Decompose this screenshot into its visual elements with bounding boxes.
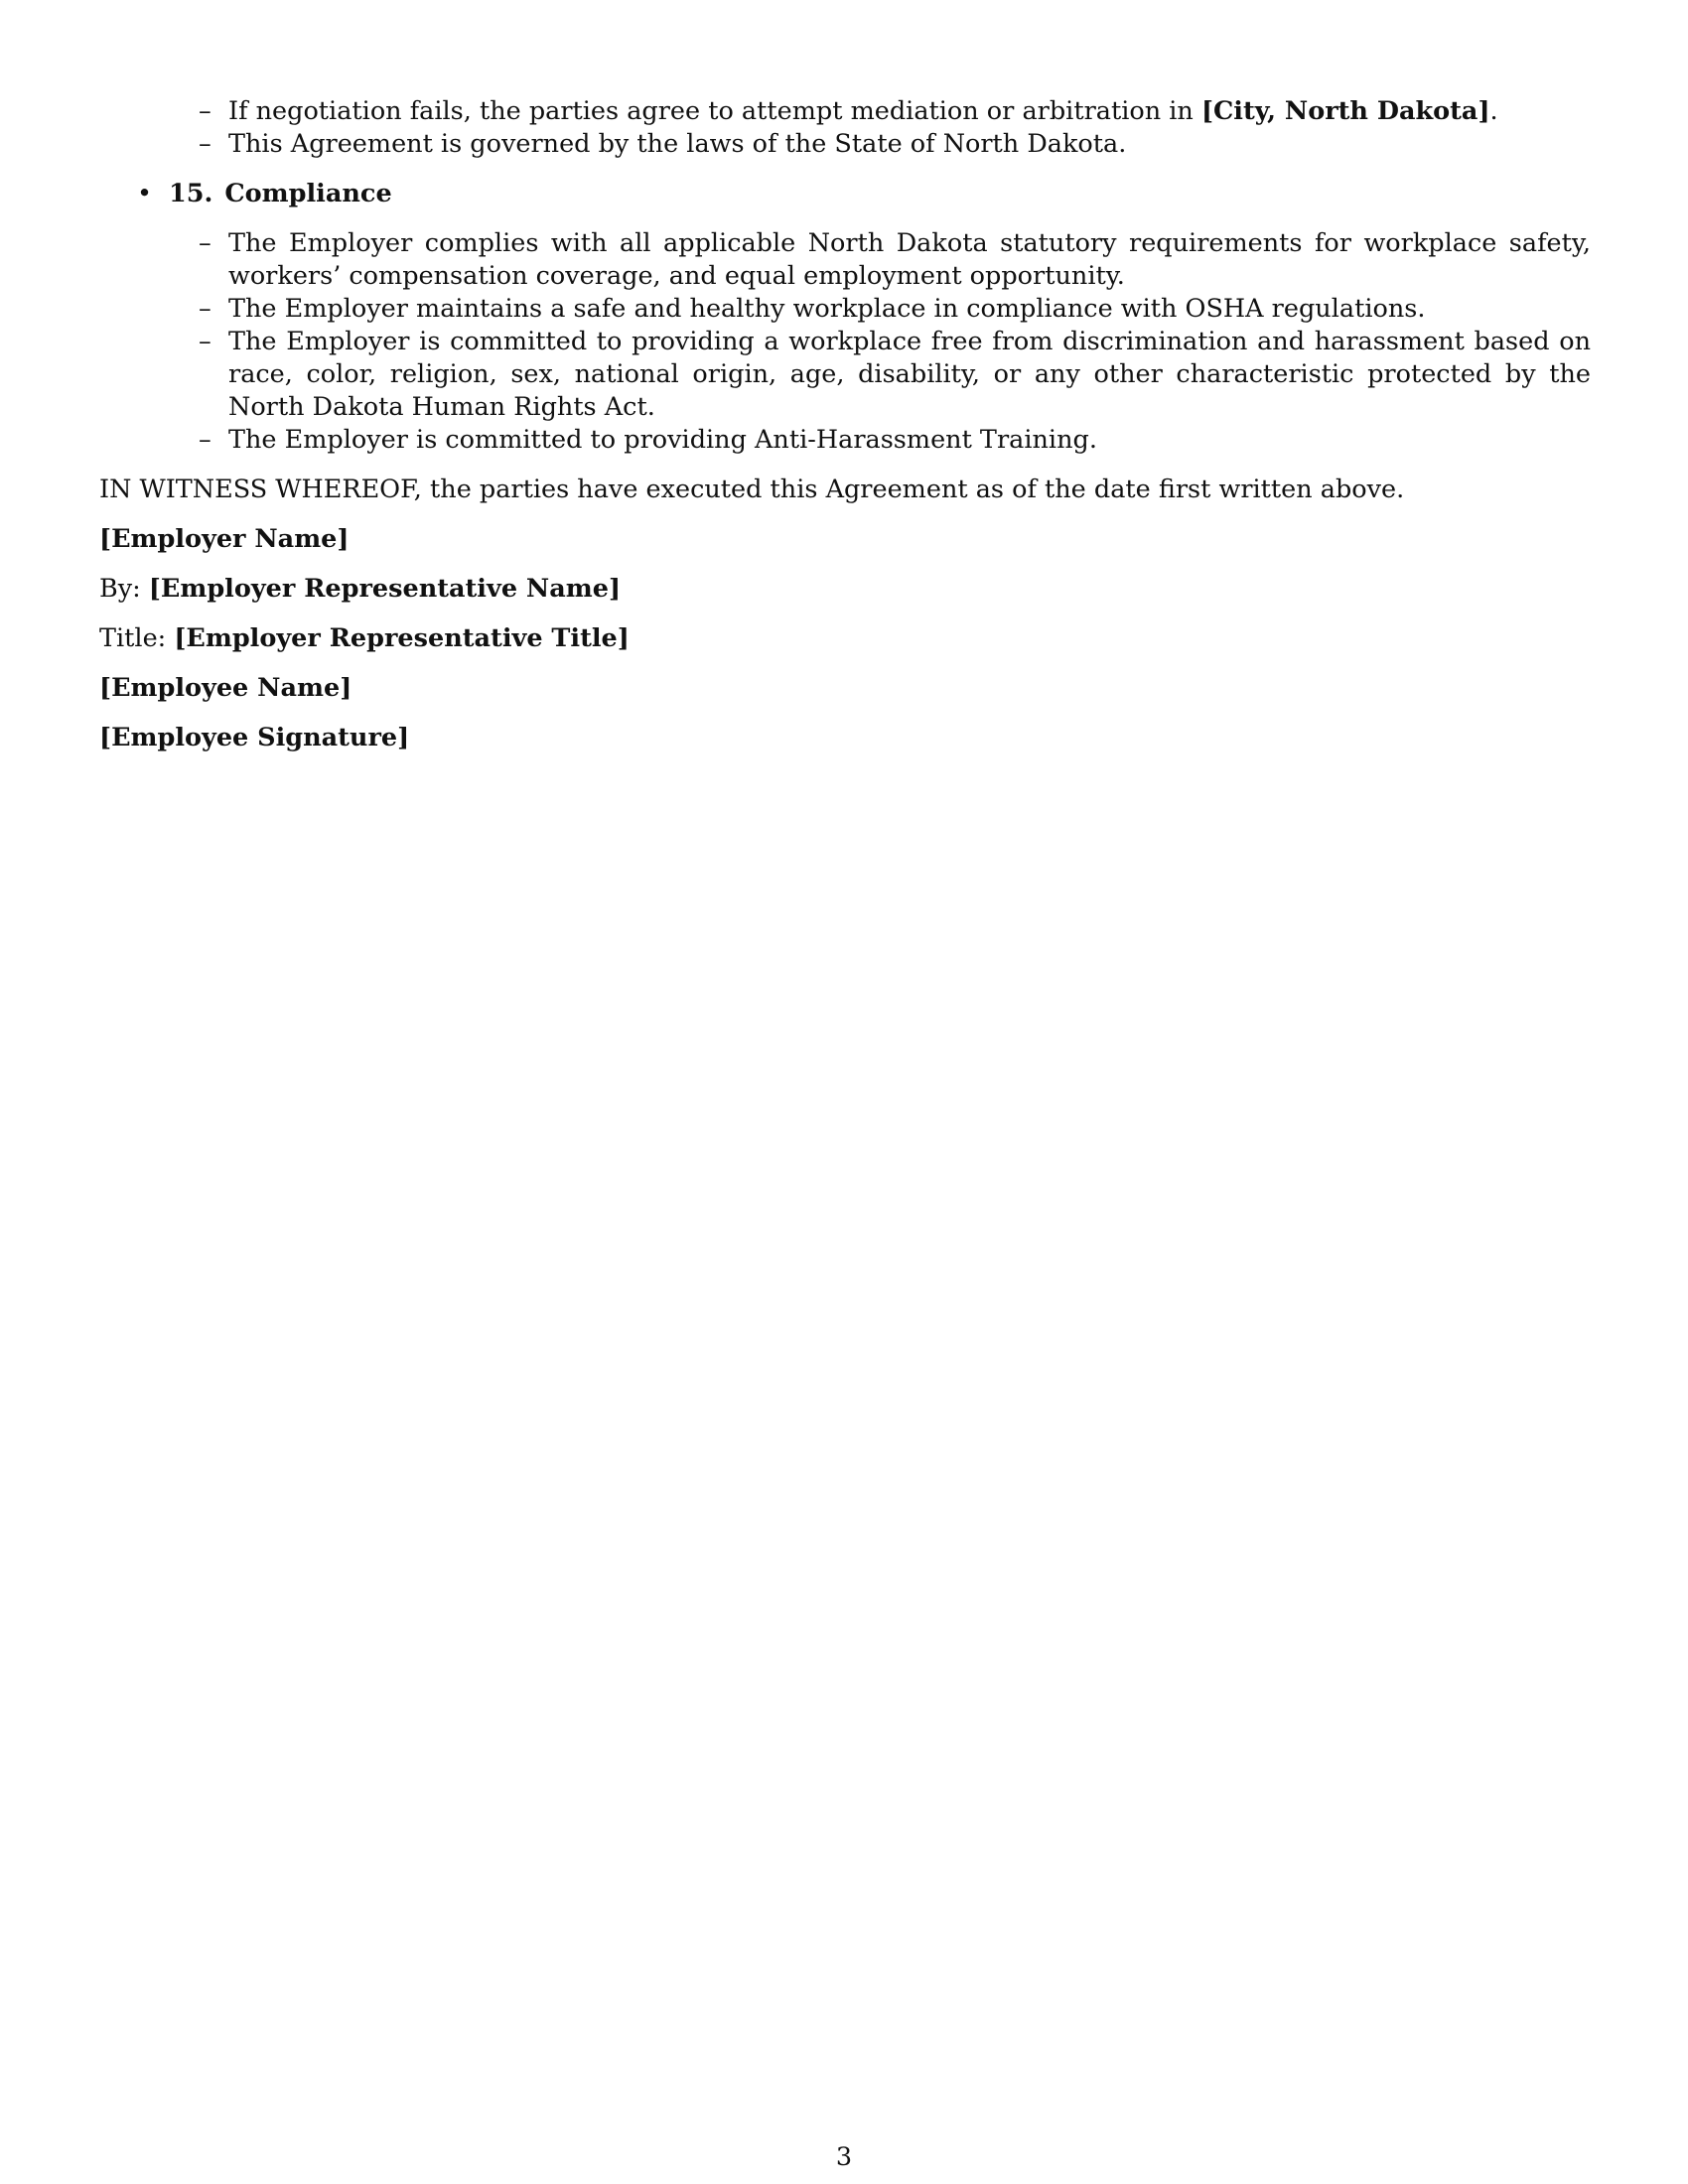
compliance-list (99, 227, 1591, 457)
representative-name-placeholder: [Employer Representative Name] (148, 574, 622, 604)
dash-marker: – (199, 425, 211, 455)
employer-name-placeholder: [Employer Name] (99, 524, 350, 554)
list-item-text: The Employer is committed to providing Anti-Harassment Training. (228, 425, 1097, 455)
title-label: Title: (99, 623, 175, 653)
employee-signature-line (99, 722, 1591, 754)
employee-name-placeholder: [Employee Name] (99, 673, 352, 703)
bullet-marker: • (137, 179, 153, 208)
page-number: 3 (835, 2142, 853, 2172)
title-line (99, 622, 1591, 655)
dash-marker: – (199, 327, 211, 356)
section-title: Compliance (224, 179, 392, 208)
list-item-text: If negotiation fails, the parties agree to attempt mediation or arbitration in (228, 96, 1201, 126)
employee-signature-placeholder: [Employee Signature] (99, 723, 410, 752)
employer-name-line (99, 523, 1591, 556)
dash-marker: – (199, 294, 211, 324)
city-placeholder: [City, North Dakota] (1200, 96, 1490, 126)
by-line (99, 573, 1591, 606)
list-item-text: The Employer is committed to providing a workplace free from discrimination and harassment based on race, color, religion, sex, national origin, age, disability, or any other characteristic protected by the North Dakota Human Rights Act. (228, 327, 1591, 422)
dash-marker: – (199, 129, 211, 159)
list-item-text: The Employer complies with all applicable North Dakota statutory requirements for workplace safety, workers’ compensation coverage, and equal employment opportunity. (228, 228, 1591, 291)
list-item (199, 326, 1591, 424)
list-item (199, 293, 1591, 326)
list-item-text-end: . (1489, 96, 1498, 126)
list-item (199, 424, 1591, 457)
section-heading-compliance (99, 178, 1591, 210)
list-item-text: The Employer maintains a safe and healthy workplace in compliance with OSHA regulations. (228, 294, 1426, 324)
section-number: 15. (169, 179, 213, 208)
dash-marker: – (199, 96, 211, 126)
by-label: By: (99, 574, 149, 604)
dash-marker: – (199, 228, 211, 258)
list-item (199, 128, 1591, 161)
list-item (199, 227, 1591, 293)
list-item (199, 95, 1591, 128)
list-item-text: This Agreement is governed by the laws of the State of North Dakota. (228, 129, 1127, 159)
dispute-resolution-list (99, 95, 1591, 161)
employee-name-line (99, 672, 1591, 705)
document-page (99, 95, 1591, 754)
representative-title-placeholder: [Employer Representative Title] (174, 623, 630, 653)
witness-clause: IN WITNESS WHEREOF, the parties have executed this Agreement as of the date first written above. (99, 475, 1405, 504)
